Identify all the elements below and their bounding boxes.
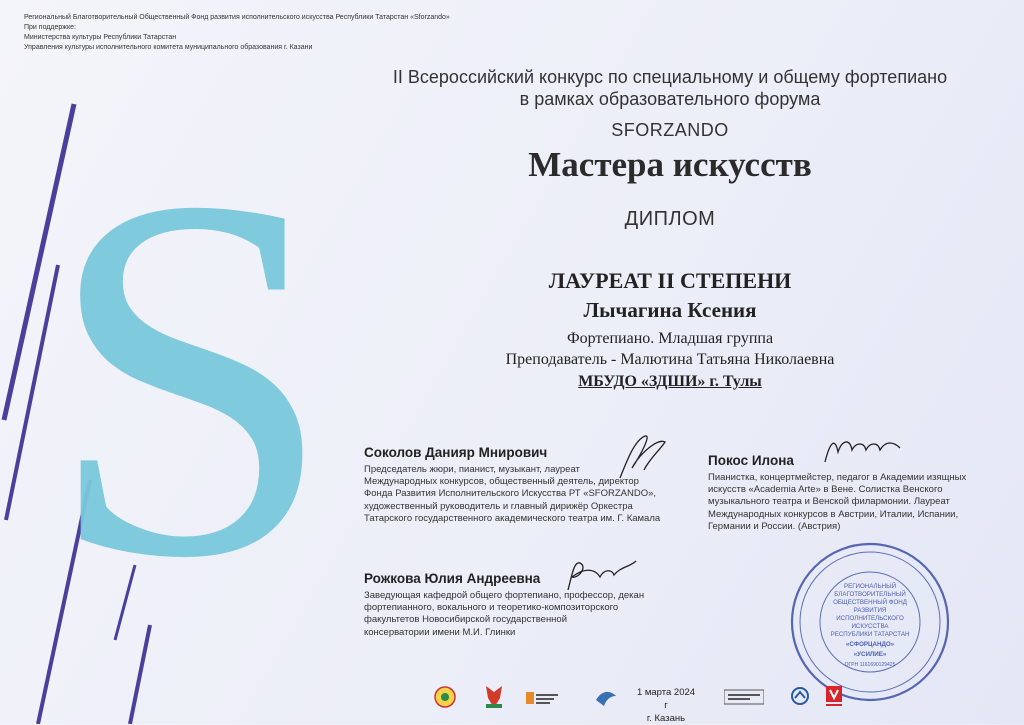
juror-name: Покос Илона [708,453,794,468]
juror-name: Соколов Данияр Мнирович [364,445,548,460]
school: МБУДО «ЗДШИ» г. Тулы [578,373,762,390]
rpzh-logo-icon [790,686,810,706]
administration-line: Управления культуры исполнительного комитета муниципального образования г. Казани [24,44,313,51]
desc-line: консерватории имени М.И. Глинки [364,626,516,638]
stamp-line: РЕСПУБЛИКИ ТАТАРСТАН [830,631,910,638]
teacher: Преподаватель - Малютина Татьяна Николаевна [505,351,835,368]
issue-date-block [636,686,696,725]
signature-pokos [820,432,910,472]
support-label: При поддержке: [24,24,76,31]
desc-line: Фонда Развития Исполнительского Искусства РТ «SFORZANDO», [364,488,657,500]
document-type: ДИПЛОМ [624,208,716,230]
stamp-line: РЕГИОНАЛЬНЫЙ [843,583,897,590]
signature-rozhkova [560,555,640,595]
logo-kazan-icon [482,684,506,710]
desc-line: музыкального театра и Венской филармонии. Лауреат [708,496,950,508]
stamp-line: ОГРН 1161690129425 [844,662,896,668]
stamp-line: «СФОРЦАНДО» [845,641,895,648]
nomination: Фортепиано. Младшая группа [566,330,774,347]
desc-line: Пианистка, концертмейстер, педагог в Академии изящных [708,472,967,483]
brand-name: SFORZANDO [611,120,729,140]
competition-heading [340,66,1000,110]
desc-line: Международных конкурсов, общественный деятель, директор [364,476,639,488]
award-degree: ЛАУРЕАТ II СТЕПЕНИ [548,268,792,293]
desc-line: Германии и России. (Австрия) [708,520,841,532]
stamp-line: РАЗВИТИЯ [853,607,887,614]
theatre-logo-icon [724,688,764,706]
desc-line: художественный руководитель и главный дирижёр Оркестра [364,500,633,512]
signature-sokolov [610,428,670,488]
org-line: Региональный Благотворительный Общественный Фонд развития исполнительского искусства Республики Татарстан «Sforzando» [24,14,450,21]
desc-line: фортепианного, вокального и теоретико-композиторского [364,602,619,614]
stamp-line: ИСПОЛНИТЕЛЬСКОГО [836,615,904,622]
desc-line: факультетов Новосибирской государственной [364,614,568,626]
logo-1-icon [434,686,456,708]
presidential-grants-fund-icon [526,690,560,706]
juror-description [364,590,644,639]
stamp-line: БЛАГОТВОРИТЕЛЬНЫЙ [834,591,906,598]
ministry-line: Министерства культуры Республики Татарстан [24,34,177,41]
participant-name: Лычагина Ксения [583,298,757,322]
desc-line: Татарского государственного академического театра им. Г. Камала [364,512,661,524]
competition-line2: в рамках образовательного форума [519,89,821,109]
desc-line: искусств «Academia Arte» в Вене. Солистка Венского [708,484,943,496]
stamp-line: «УСИЛИЕ» [853,651,887,658]
desc-line: Заведующая кафедрой общего фортепиано, профессор, декан [364,590,645,601]
issue-date: 1 марта 2024 г [636,687,696,711]
header-organizations [24,13,450,53]
bird-logo-icon [594,686,618,708]
issue-city: г. Казань [646,713,686,724]
desc-line: Председатель жюри, пианист, музыкант, лауреат [364,464,580,475]
stamp-line: ОБЩЕСТВЕННЫЙ ФОНД [833,599,907,606]
desc-line: Международных конкурсов в Австрии, Италии, Испании, [708,508,959,520]
competition-line1: II Всероссийский конкурс по специальному и общему фортепиано [392,67,948,87]
organization-stamp [788,540,952,704]
big-s-letter: S [45,90,335,665]
stamp-line: ИСКУССТВА [851,623,889,630]
juror-description [708,472,966,533]
lukoil-logo-icon [824,684,844,708]
decorative-s-emblem [0,0,360,724]
forum-title: Мастера искусств [528,145,812,184]
juror-name: Рожкова Юлия Андреевна [364,571,541,586]
